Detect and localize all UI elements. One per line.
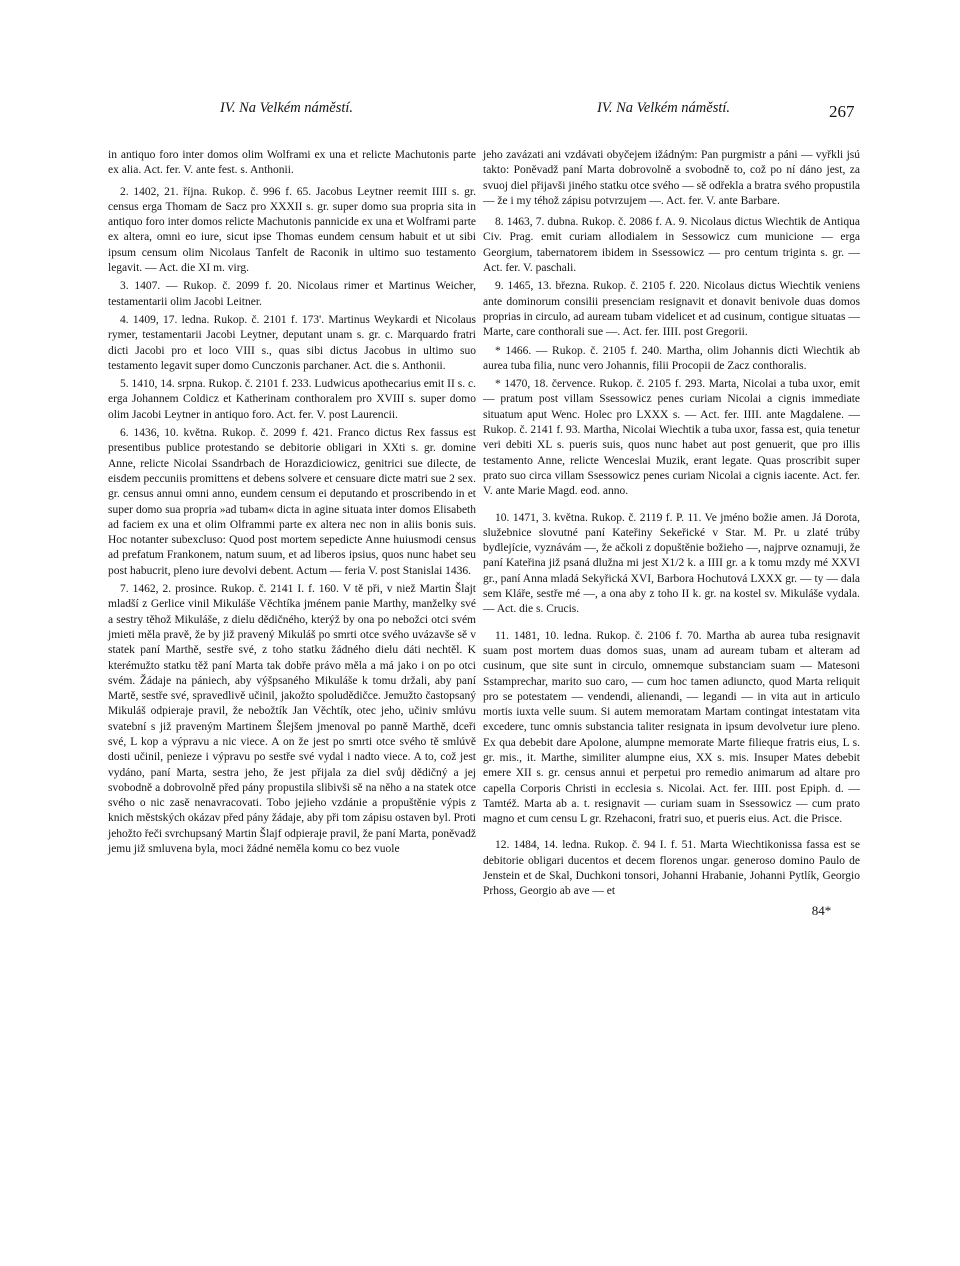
paragraph: in antiquo foro inter domos olim Wolframi ex una et relicte Machutonis parte ex alia. Act. fer. V. ante fest. s. Anthonii.: [108, 149, 476, 177]
paragraph: jeho zavázati ani vzdávati obyčejem ižádným: Pan purgmistr a páni — vyřkli jsú takto: Poněvadž paní Marta dobrovolně a svobodně to, což po ní dáno jest, za svuoj diel přijavši jiného statku otce svého — sě odřekla a bratra svého propustila — že i my téhož zápisu potvrzujem —. Act. fer. V. ante Barbare.: [483, 149, 860, 207]
entry: 10. 1471, 3. května. Rukop. č. 2119 f. P. 11. Ve jméno božie amen. Já Dorota, služebnice slovutné paní Kateřiny Sekeřické v Star. M. Pr. u zlaté trúby bydlejície, vyznávám —, že ačkoli z dopuštěnie božieho —, najprve oznamuji, že paní Kateřina již psaná dlužna mi jest X1/2 k. a IIII gr. a k tomu mzdy mé XXVI gr., paní Anna mladá Sekyřická XVI, Barbora Hochutová LXXX gr. — ty — dala sem Kláře, sestře mé —, a ona aby z toho II k. gr. na kostel sv. Mikuláše vydala. — Act. die s. Crucis.: [483, 511, 860, 616]
entry: 8. 1463, 7. dubna. Rukop. č. 2086 f. A. 9. Nicolaus dictus Wiechtik de Antiqua Civ. Prag. emit curiam allodialem in Sessowicz cum municione — erga Georgium, tabernatorem ibidem in Ssessowicz — pro centum triginta s. gr. — Act. fer. V. paschali.: [483, 216, 860, 275]
entry: 5. 1410, 14. srpna. Rukop. č. 2101 f. 233. Ludwicus apothecarius emit II s. c. erga Johannem Coldicz et Katherinam conthoralem pro XVIII s. super domo olim Jacobi Leytner in antiquo foro. Act. fer. V. post Laurencii.: [108, 378, 476, 421]
entry: 9. 1465, 13. března. Rukop. č. 2105 f. 220. Nicolaus dictus Wiechtik veniens ante dominorum consilii presenciam resignavit et donavit benivole duas domos proprias in circulo, ad auream tubam videlicet et ad cusinum, contigue situatas — Marte, care conthorali sue —. Act. fer. IIII. post Gregorii.: [483, 280, 860, 339]
running-title-right: IV. Na Velkém náměstí.: [597, 100, 731, 116]
entry: 12. 1484, 14. ledna. Rukop. č. 94 I. f. 51. Marta Wiechtikonissa fassa est se debitorie obligari ducentos et decem florenos ungar. generoso domino Paulo de Jenstein et de Skal, Duchkoni tonsori, Johanni Hrabanie, Johanni Pytlík, Georgio Prhoss, Georgio ab ave — et: [483, 839, 860, 898]
entry: 4. 1409, 17. ledna. Rukop. č. 2101 f. 173'. Martinus Weykardi et Nicolaus rymer, testamentarii Jacobi Leytner, deputant unam s. gr. c. Marquardo fratri dicti Jacobi pro et loco VIII s., quas sibi dictus Jacobus in ultimo suo testamento legavit super domo Cunczonis parchaner. Act. die s. Anthonii.: [108, 313, 476, 372]
entry: 6. 1436, 10. května. Rukop. č. 2099 f. 421. Franco dictus Rex fassus est presentibus publice protestando se debitorie obligari in XXti s. gr. domine Anne, relicte Nicolai Ssandrbach de Horazdiciowicz, genitrici sue dilecte, de eisdem peccuniis promittens et debens solvere et censuare dicte matri sue 2 sex. gr. census annui omni anno, eundem censum ei deputando et proscribendo in et super domo sua propria »ad tubam« dicta in agine situata inter domos Elisabeth ad faciem ex una et olim Olframmi parte ex altera nec non in aliis bonis suis. Hoc notanter subexcluso: Quod post mortem sepedicte Anne huiusmodi census ad prefatum Frankonem, natum suum, et ad liberos ipsius, quos nunc habet seu post habucrit, pleno iure devolvi debent. Actum — feria V. post Stanislai 1436.: [108, 427, 476, 577]
left-column: [108, 148, 476, 860]
page-number: 267: [829, 102, 855, 121]
entry: 3. 1407. — Rukop. č. 2099 f. 20. Nicolaus rimer et Martinus Weicher, testamentarii olim Jacobi Leitner.: [108, 280, 476, 308]
entry: * 1466. — Rukop. č. 2105 f. 240. Martha, olim Johannis dicti Wiechtik ab aurea tuba filia, nunc vero Johannis, filii Procopii de Zacz conthoralis.: [483, 344, 860, 372]
right-column: [483, 148, 860, 918]
entry: 2. 1402, 21. října. Rukop. č. 996 f. 65. Jacobus Leytner reemit IIII s. gr. census erga Thomam de Sacz pro XXXII s. gr. super domo sua propria sita in antiquo foro inter domos relicte Machutonis pannicide ex una et Wolframi parte ex altera, omni eo iure, sicut ipse Thomas eundem censum habuit et ut sibi ipsum censum olim Nicolaus Tanfelt de Raconik in ultimo suo testamento legavit. — Act. die XI m. virg.: [108, 185, 476, 275]
entry: * 1470, 18. července. Rukop. č. 2105 f. 293. Marta, Nicolai a tuba uxor, emit — pratum post villam Ssessowicz penes curiam Nicolai a cignis immediate situatum aput Wenc. Holec pro LXXX s. — Act. fer. IIII. ante Magdalene. — Rukop. č. 2141 f. 93. Martha, Nicolai Wiechtik a tuba uxor, fassa est, quia tenetur veri debiti XL s. pueris suis, quos nunc habet aut post genuerit, que pro illis testamento Anne, relicte Wenceslai Muzik, erant legate. Quas proscribit super prato suo circa villam Ssessowicz penes curiam Nicolai a cignis iacente. Act. fer. V. ante Marie Magd. eod. anno.: [483, 378, 860, 498]
running-title-left: IV. Na Velkém náměstí.: [220, 100, 354, 116]
entry: 7. 1462, 2. prosince. Rukop. č. 2141 I. f. 160. V tě při, v niež Martin Šlajt mladší z Gerlice vinil Mikuláše Věchtíka jménem panie Marthy, manželky své a sestry těhož Mikuláše, z dielu dědičného, kterýž by ona po nebožci otci svém jmieti měla pravě, že by již pravený Mikuláš po smrti otce svého uvázavše sě v statek paní Marthě, sestře své, z toho statku žádného dielu dáti nechtěl. K kterémužto statku těž paní Marta tak dobře právo měla a má jako i on po otci svém. Žádaje na pániech, aby výšpsaného Mikuláše k tomu držali, aby paní Martě, sestře své, spravedlivě učinil, jakožto spoludědičce. Jemužto častopsaný Mikuláš odpieraje pravil, že nebožtík Jan Věchtík, otec jeho, učiniv smlúvu svatební s již praveným Martinem Šlejšem jmenoval po panně Marthě, dceři své, L kop a výpravu a nic viece. A on že jest po smrti otce svého tě smlúvě dosti učinil, penieze i výpravu po sestře své vydal i nadto viece. A to, což jest vydáno, paní Marta, sestra jeho, že jest přijala za diel svůj dědičný a jej svobodně a dobrovolně před pány propustila slibivši sě na něho a na statek otce svého o nic zasě nenavracovati. Tobo jejieho vzdánie a propuštěnie výpis z knich městských okázav před pány žádaje, aby při tom zápisu ostaven byl. Proti jehožto řeči svrchupsaný Martin Šlajf odpieraje pravil, že paní Marta, poněvadž jemu již smluvena byla, moci žádné neměla komu co bez vuole: [108, 583, 476, 856]
entry: 11. 1481, 10. ledna. Rukop. č. 2106 f. 70. Martha ab aurea tuba resignavit suam post mortem duas domos suas, unam ad auream tubam et alteram ad cusinum, que site sunt in circulo, omnemque substanciam suam — Matesoni Sstamprechar, marito suo caro, — cum hoc tamen adiuncto, quod Marta reliquit pro se potestatem — vendendi, alienandi, — legandi — in vita aut in articulo mortis iuxta velle suum. Si autem memoratam Martam contingat intestatam vita excedere, tunc omnis substancia taliter resignata in ipsum devolvetur iure pleno. Ex qua debebit dare Apolone, alumpne memorate Marte filieque fratris eius, L s. gr. mis., it. Marthe, similiter alumpne eius, XX s. mis. Insuper Mates debebit emere XII s. gr. census annui et perpetui pro remedio animarum ad altare pro capella Corporis Christi in ecclesia s. Nicolai. Act. fer. IIII. post Epiph. d. — Tamtéž. Marta ab a. t. resignavit — curiam suam in Ssessowicz — cum prato magno et cum censu L gr. Rzehaconi, fratri suo, et pueris eius. Act. die Prisce.: [483, 629, 860, 826]
page-header: [0, 100, 960, 124]
sheet-signature: 84*: [811, 902, 832, 918]
